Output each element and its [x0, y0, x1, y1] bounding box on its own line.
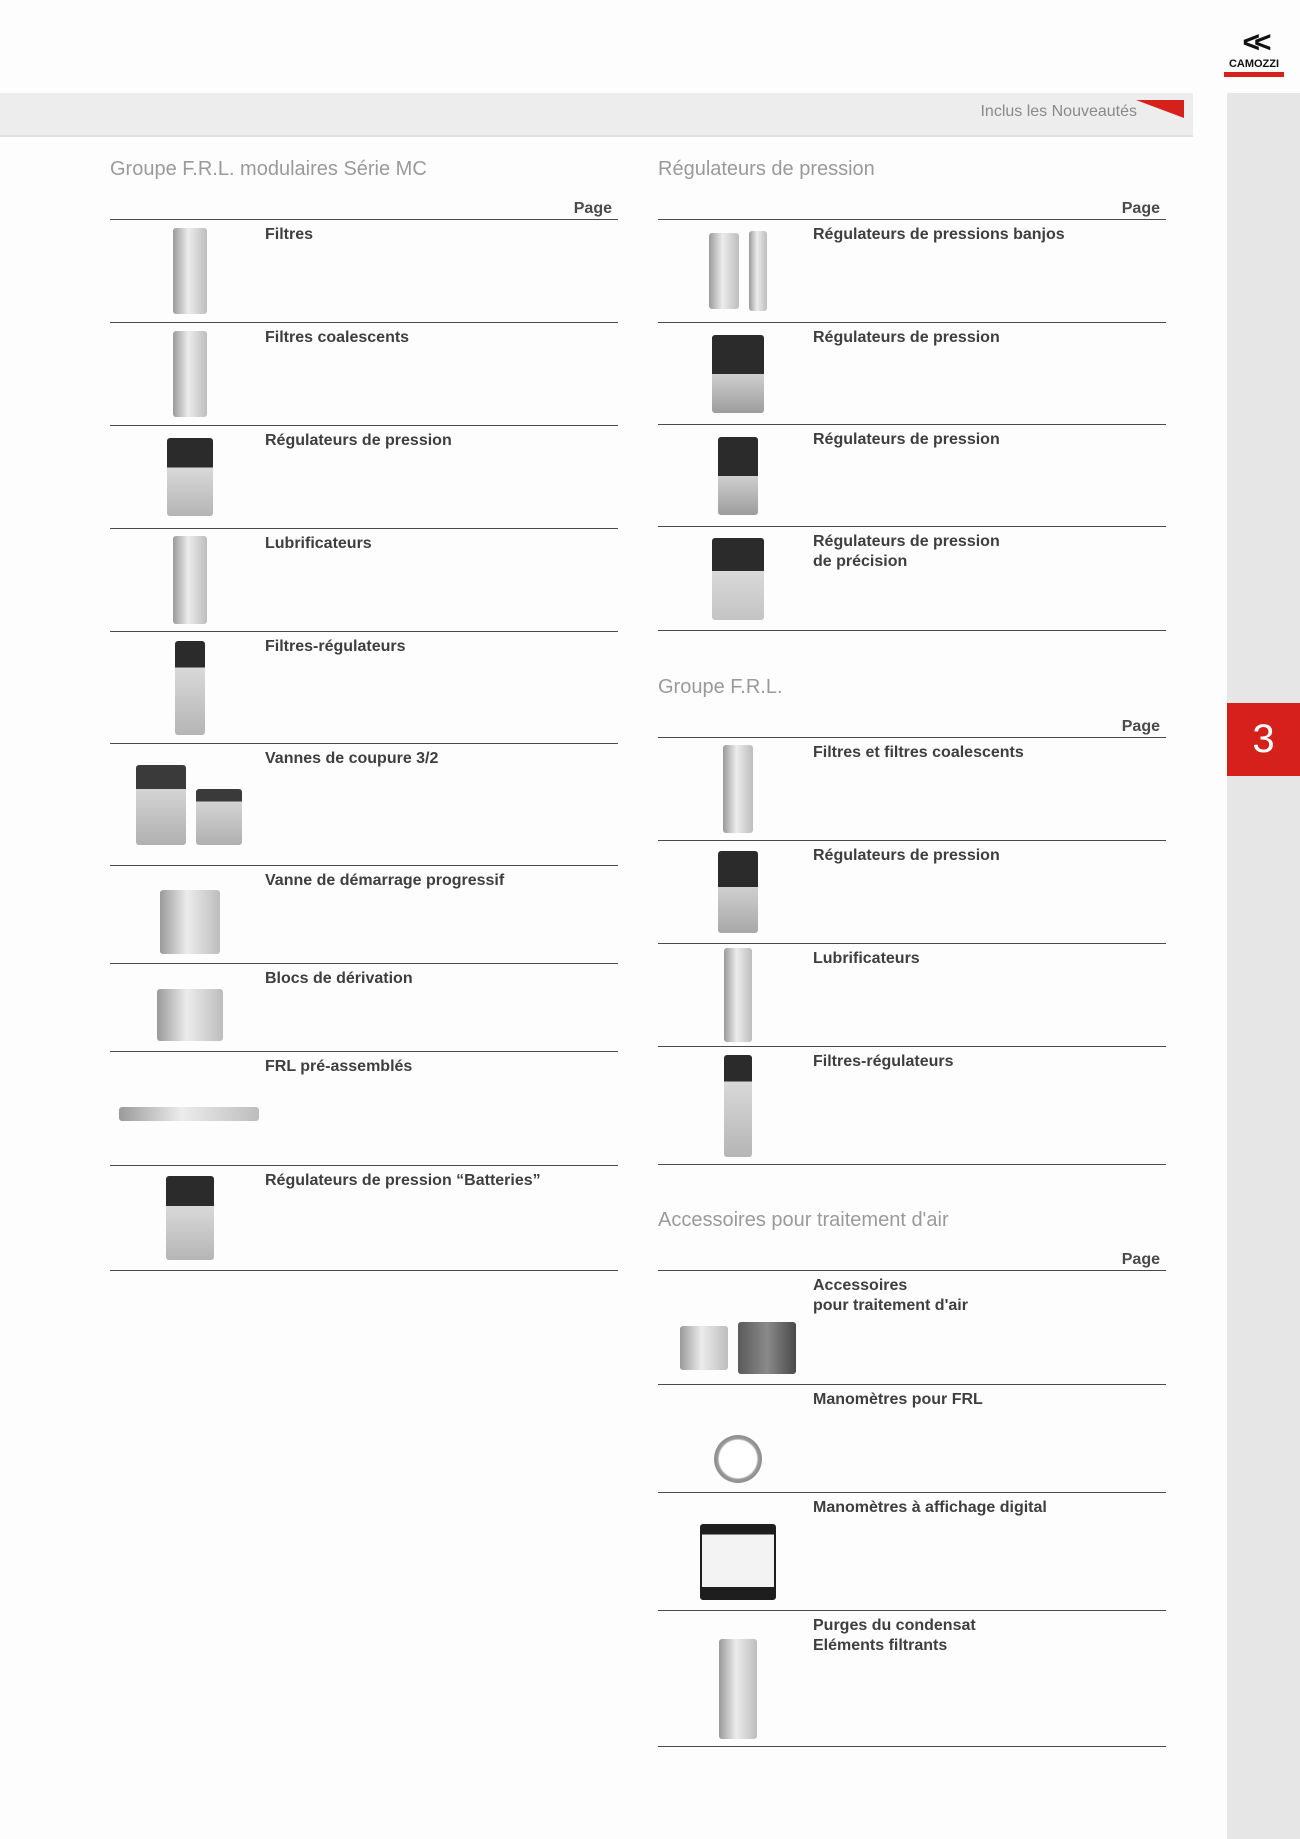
section-title: Groupe F.R.L. modulaires Série MC [110, 158, 427, 180]
condensate-drain-icon [672, 1615, 804, 1742]
list-item[interactable] [658, 738, 1166, 841]
item-label: Manomètres pour FRL [813, 1391, 983, 1408]
modular-filter-icon [124, 327, 256, 421]
item-label: Régulateurs de pression “Batteries” [265, 1172, 541, 1189]
page-column-header: Page [1121, 1251, 1160, 1268]
item-label: Filtres-régulateurs [813, 1053, 954, 1070]
list-item[interactable] [658, 944, 1166, 1047]
red-flag-icon [1136, 100, 1184, 118]
filter-regulator-icon [672, 1051, 804, 1160]
list-item[interactable] [110, 529, 618, 632]
item-label: Vannes de coupure 3/2 [265, 750, 439, 767]
chapter-tab[interactable]: 3 [1227, 703, 1300, 776]
digital-gauge-icon [672, 1497, 804, 1606]
pressure-regulator-small-icon [672, 429, 804, 522]
item-label: FRL pré-assemblés [265, 1058, 413, 1075]
list-item[interactable] [658, 1385, 1166, 1493]
side-band [1227, 93, 1300, 1839]
banjo-regulators-icon [672, 224, 804, 318]
pressure-regulator-icon [672, 327, 804, 420]
page-column-header: Page [573, 200, 612, 217]
section-title: Régulateurs de pression [658, 158, 875, 180]
section-frl-group [658, 673, 1166, 1165]
logo-mark-icon: << [1242, 26, 1266, 59]
item-label: Régulateurs de pression de précision [813, 533, 1000, 570]
modular-regulator-icon [124, 430, 256, 524]
list-item[interactable] [658, 1611, 1166, 1747]
header-band [0, 93, 1193, 137]
list-item[interactable] [110, 866, 618, 964]
list-item[interactable] [110, 426, 618, 529]
list-item[interactable] [658, 425, 1166, 527]
list-item[interactable] [110, 220, 618, 323]
pressure-regulator-icon [672, 845, 804, 939]
list-item[interactable] [110, 1166, 618, 1271]
item-label: Accessoires pour traitement d'air [813, 1277, 968, 1314]
list-item[interactable] [110, 1052, 618, 1166]
list-item[interactable] [110, 632, 618, 744]
item-label: Filtres [265, 226, 314, 243]
section-air-treatment-accessories [658, 1206, 1166, 1747]
item-label: Filtres et filtres coalescents [813, 744, 1024, 761]
modular-filter-regulator-icon [124, 636, 256, 739]
item-label: Purges du condensat Eléments filtrants [813, 1617, 976, 1654]
page-column-header: Page [1121, 200, 1160, 217]
preassembled-frl-icon [114, 1056, 264, 1161]
filter-bowl-icon [672, 742, 804, 836]
item-label: Régulateurs de pressions banjos [813, 226, 1065, 243]
logo-text: CAMOZZI [1228, 58, 1280, 70]
item-label: Régulateurs de pression [813, 431, 1000, 448]
section-title: Accessoires pour traitement d'air [658, 1209, 949, 1231]
section-title: Groupe F.R.L. [658, 676, 783, 698]
list-item[interactable] [658, 527, 1166, 631]
item-label: Filtres coalescents [265, 329, 410, 346]
list-item[interactable] [110, 964, 618, 1052]
item-label: Filtres-régulateurs [265, 638, 406, 655]
modular-lubricator-icon [124, 533, 256, 627]
list-item[interactable] [658, 323, 1166, 425]
item-label: Lubrificateurs [265, 535, 372, 552]
list-item[interactable] [658, 841, 1166, 944]
soft-start-valve-icon [124, 870, 256, 959]
item-label: Blocs de dérivation [265, 970, 413, 987]
manifold-regulator-icon [124, 1170, 256, 1266]
list-item[interactable] [110, 323, 618, 426]
list-item[interactable] [658, 1493, 1166, 1611]
list-item[interactable] [658, 1271, 1166, 1385]
item-label: Régulateurs de pression [813, 847, 1000, 864]
modular-filter-icon [124, 224, 256, 318]
section-pressure-regulators [658, 155, 1166, 631]
logo-bar [1224, 72, 1284, 77]
item-label: Régulateurs de pression [265, 432, 452, 449]
page-column-header: Page [1121, 718, 1160, 735]
pressure-gauge-icon [672, 1389, 804, 1488]
shutoff-valves-icon [114, 748, 264, 861]
item-label: Vanne de démarrage progressif [265, 872, 505, 889]
item-label: Régulateurs de pression [813, 329, 1000, 346]
section-modular-frl [110, 155, 618, 1271]
lubricator-bowl-icon [672, 948, 804, 1042]
list-item[interactable] [658, 220, 1166, 323]
camozzi-logo [1224, 28, 1284, 76]
list-item[interactable] [110, 744, 618, 866]
precision-regulator-icon [672, 531, 804, 626]
mounting-brackets-icon [672, 1275, 804, 1380]
item-label: Lubrificateurs [813, 950, 920, 967]
list-item[interactable] [658, 1047, 1166, 1165]
header-tagline: Inclus les Nouveautés [980, 103, 1137, 120]
distribution-block-icon [124, 968, 256, 1047]
item-label: Manomètres à affichage digital [813, 1499, 1047, 1516]
